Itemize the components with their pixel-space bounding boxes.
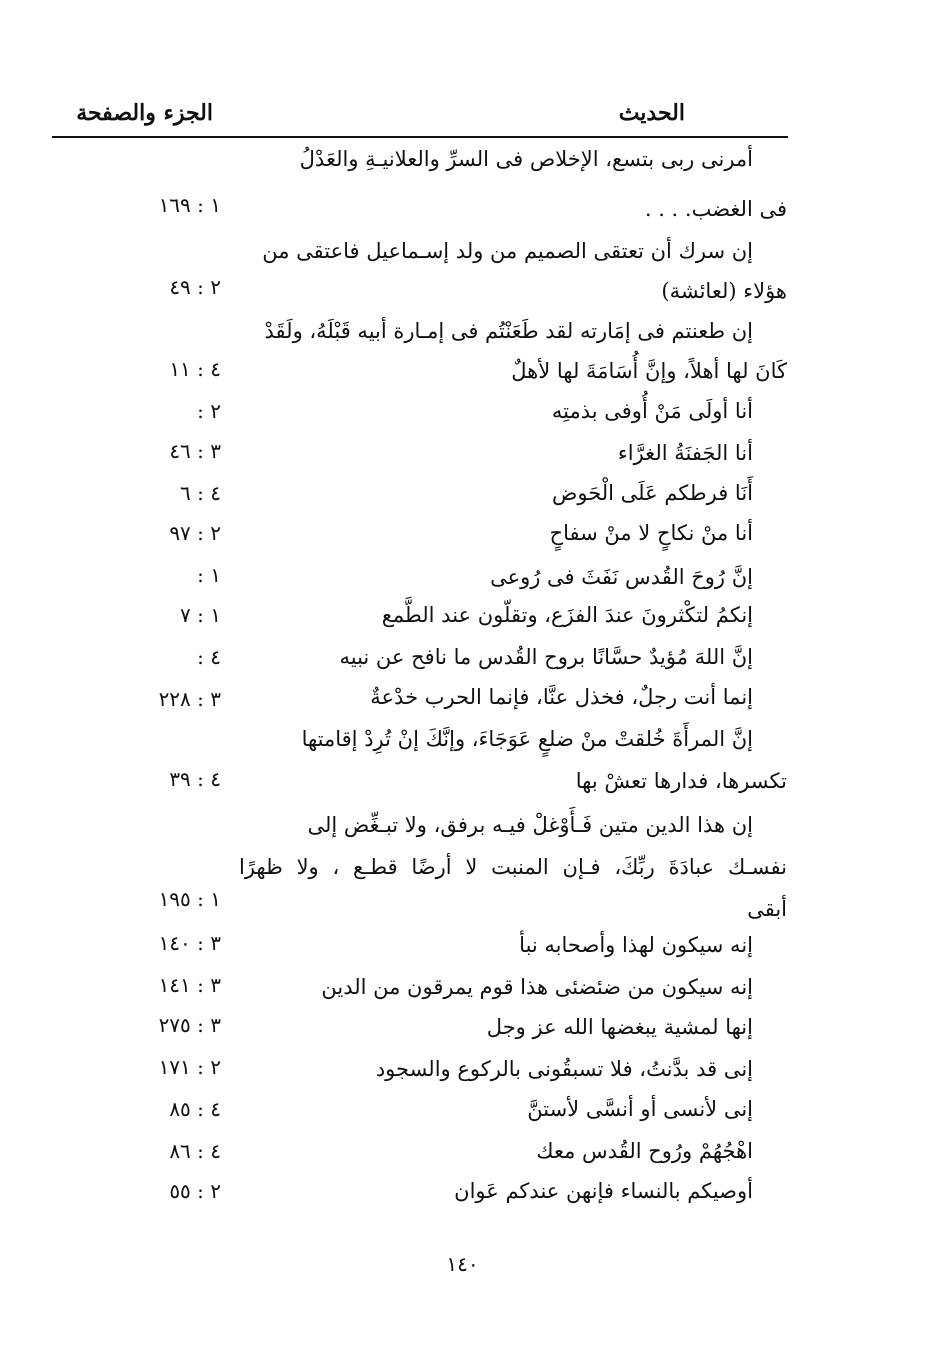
entry-reference: ٣ : ٢٧٥ — [158, 1013, 221, 1037]
entry-text-line: أوصيكم بالنساء فإنهن عندكم عَوان — [454, 1179, 753, 1203]
entry-text-line: إنَّ المرأَةَ خُلقتْ منْ ضلعٍ عَوَجَاءَ، وإنَّكَ إنْ تُرِدْ إقامتها — [301, 727, 753, 751]
entry-reference: ٤ : ١١ — [169, 357, 221, 381]
entry-reference: ٤ : ٣٩ — [169, 767, 221, 791]
entry-text-line: إن سرك أن تعتقى الصميم من ولد إسـماعيل فاعتقى من — [262, 239, 753, 263]
entry-reference: ١ : ٧ — [180, 603, 221, 627]
entry-text-line: إنَّ رُوحَ القُدس نَفَثَ فى رُوعى — [490, 565, 753, 589]
entry-text-line: نفسـك عبادَةَ ربِّكَ، فـإن المنبت لا أرضًا قطـع ، ولا ظهرًا — [239, 855, 787, 879]
entry-reference: ١ : — [197, 563, 221, 587]
entry-reference: ١ : ١٦٩ — [158, 193, 221, 217]
column-header-hadith: الحديث — [618, 100, 685, 126]
entry-text-line: أمرنى ربى بتسع، الإخلاص فى السرِّ والعلانيـةِ والعَدْلُ — [299, 147, 753, 171]
entry-text-line: فى الغضب. . . . — [644, 197, 787, 221]
entry-text-line: إنى لأنسى أو أنسَّى لأستنَّ — [527, 1097, 753, 1121]
entry-text-line: اهْجُهُمْ ورُوح القُدس معك — [536, 1139, 753, 1163]
entry-text-line: أنا منْ نكاحٍ لا منْ سفاحٍ — [549, 521, 753, 545]
entry-text-line: إن طعنتم فى إمَارته لقد طَعَنْتُم فى إمـارة أبيه قَبْلَهُ، ولَقَدْ — [264, 319, 753, 343]
entry-text-line: أنا الجَفنَةُ الغرَّاء — [617, 441, 753, 465]
entry-reference: ٢ : ٥٥ — [169, 1179, 221, 1203]
entry-reference: ٣ : ١٤٠ — [158, 931, 221, 955]
entry-reference: ٤ : ٨٥ — [169, 1097, 221, 1121]
entry-text-line: تكسرها، فدارها تعشْ بها — [575, 769, 787, 793]
entry-reference: ٤ : ٨٦ — [169, 1139, 221, 1163]
entry-text-line: أبقى — [747, 897, 787, 921]
column-header-reference: الجزء والصفحة — [76, 100, 213, 126]
entry-text-line: إن هذا الدين متين فَـأَوْغلْ فيـه برفق، ولا تبـغِّض إلى — [307, 813, 753, 837]
entry-reference: ١ : ١٩٥ — [158, 887, 221, 911]
entry-reference: ٤ : ٦ — [180, 481, 221, 505]
entry-text-line: إنى قد بدَّنتُ، فلا تسبقُونى بالركوع والسجود — [375, 1057, 753, 1081]
page-number: ١٤٠ — [446, 1252, 479, 1276]
entry-text-line: إنها لمشية يبغضها الله عز وجل — [486, 1015, 753, 1039]
entry-text-line: أَنَا فرطكم عَلَى الْحَوض — [551, 481, 753, 505]
entry-text-line: كَانَ لها أهلاً، وإنَّ أُسَامَةَ لها لأهلٌ — [511, 359, 787, 383]
entry-reference: ٣ : ٢٢٨ — [158, 687, 221, 711]
entry-reference: ٢ : ٩٧ — [169, 521, 221, 545]
entry-reference: ٢ : — [197, 399, 221, 423]
entry-text-line: إنكمُ لتكْثرونَ عندَ الفزَع، وتقلّون عند الطَّمع — [381, 603, 753, 627]
entry-text-line: إنما أنت رجلٌ، فخذل عنَّا، فإنما الحرب خدْعةٌ — [370, 685, 753, 709]
entry-text-line: إنَّ اللهَ مُؤيدٌ حسَّانًا بروح القُدس ما نافح عن نبيه — [339, 645, 753, 669]
entry-reference: ٣ : ٤٦ — [169, 439, 221, 463]
entry-text-line: هؤلاء (لعائشة) — [661, 279, 787, 303]
entry-reference: ٤ : — [197, 645, 221, 669]
entry-reference: ٢ : ١٧١ — [158, 1055, 221, 1079]
entry-text-line: إنه سيكون من ضئضئى هذا قوم يمرقون من الدين — [321, 975, 753, 999]
entry-text-line: إنه سيكون لهذا وأصحابه نبأ — [519, 933, 753, 957]
entry-reference: ٣ : ١٤١ — [158, 973, 221, 997]
header-rule — [52, 136, 788, 138]
entry-reference: ٢ : ٤٩ — [169, 275, 221, 299]
entry-text-line: أنا أولَى مَنْ أُوفى بذمتِه — [551, 399, 753, 423]
